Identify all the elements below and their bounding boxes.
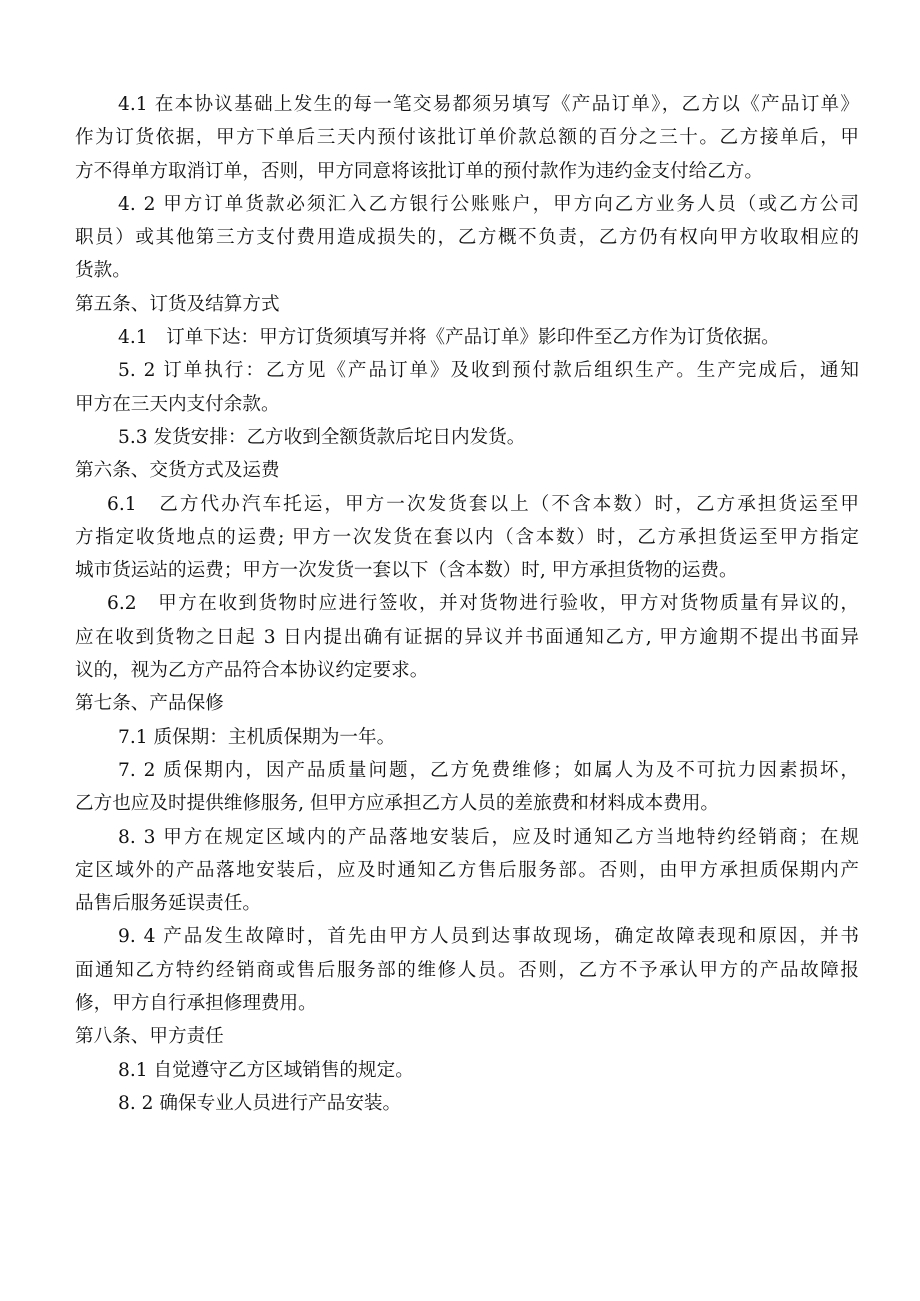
clause-paragraph (75, 188, 859, 288)
clause-paragraph (75, 587, 859, 687)
paragraph-line: 乙方也应及时提供维修服务, 但甲方应承担乙方人员的差旅费和材料成本费用。 (75, 793, 720, 815)
paragraph-line: 4.1 订单下达：甲方订货须填写并将《产品订单》影印件至乙方作为订货依据。 (118, 327, 780, 349)
clause-paragraph (75, 321, 859, 354)
clause-paragraph (75, 88, 859, 188)
paragraph-line: 7. 2 质保期内，因产品质量问题，乙方免费维修；如属人为及不可抗力因素损坏， (118, 759, 859, 781)
paragraph-line: 面通知乙方特约经销商或售后服务部的维修人员。否则，乙方不予承认甲方的产品故障报 (75, 959, 859, 981)
paragraph-line: 6.1 乙方代办汽车托运，甲方一次发货套以上（不含本数）时，乙方承担货运至甲 (107, 493, 859, 515)
document-body (75, 88, 859, 1120)
paragraph-line: 8. 2 确保专业人员进行产品安装。 (118, 1092, 402, 1114)
section-heading: 第七条、产品保修 (75, 693, 224, 715)
paragraph-line: 方不得单方取消订单，否则，甲方同意将该批订单的预付款作为违约金支付给乙方。 (75, 160, 763, 182)
section-heading: 第六条、交货方式及运费 (75, 460, 280, 482)
paragraph-line: 4. 2 甲方订单货款必须汇入乙方银行公账账户，甲方向乙方业务人员（或乙方公司 (118, 193, 859, 215)
clause-paragraph (75, 1054, 859, 1087)
clause-paragraph (75, 821, 859, 921)
section-heading: 第五条、订货及结算方式 (75, 293, 280, 315)
clause-paragraph (75, 754, 859, 821)
paragraph-line: 5.3 发货安排：乙方收到全额货款后坨日内发货。 (118, 426, 526, 448)
paragraph-line: 修，甲方自行承担修理费用。 (75, 993, 317, 1015)
clause-paragraph (75, 1087, 859, 1120)
section-heading: 第八条、甲方责任 (75, 1026, 224, 1048)
paragraph-line: 作为订货依据，甲方下单后三天内预付该批订单价款总额的百分之三十。乙方接单后，甲 (75, 127, 859, 149)
clause-paragraph (75, 421, 859, 454)
paragraph-line: 城市货运站的运费；甲方一次发货一套以下（含本数）时, 甲方承担货物的运费。 (75, 560, 738, 582)
paragraph-line: 4.1 在本协议基础上发生的每一笔交易都须另填写《产品订单》，乙方以《产品订单》 (118, 94, 859, 115)
clause-paragraph (75, 488, 859, 588)
paragraph-line: 议的，视为乙方产品符合本协议约定要求。 (75, 660, 429, 682)
paragraph-line: 职员）或其他第三方支付费用造成损失的，乙方概不负责，乙方仍有权向甲方收取相应的 (75, 227, 859, 249)
paragraph-line: 甲方在三天内支付余款。 (75, 393, 280, 415)
paragraph-line: 应在收到货物之日起 3 日内提出确有证据的异议并书面通知乙方, 甲方逾期不提出书面异 (75, 626, 859, 648)
paragraph-line: 方指定收货地点的运费; 甲方一次发货在套以内（含本数）时，乙方承担货运至甲方指定 (75, 526, 859, 548)
paragraph-line: 品售后服务延误责任。 (75, 893, 261, 915)
paragraph-line: 8. 3 甲方在规定区域内的产品落地安装后，应及时通知乙方当地特约经销商；在规 (118, 826, 859, 848)
paragraph-line: 定区域外的产品落地安装后，应及时通知乙方售后服务部。否则，由甲方承担质保期内产 (75, 859, 859, 881)
paragraph-line: 货款。 (75, 260, 131, 282)
clause-paragraph (75, 354, 859, 421)
paragraph-line: 9. 4 产品发生故障时，首先由甲方人员到达事故现场，确定故障表现和原因，并书 (118, 926, 859, 948)
paragraph-line: 5. 2 订单执行：乙方见《产品订单》及收到预付款后组织生产。生产完成后，通知 (118, 360, 859, 382)
clause-paragraph (75, 920, 859, 1020)
paragraph-line: 7.1 质保期：主机质保期为一年。 (118, 726, 396, 748)
clause-paragraph (75, 721, 859, 754)
paragraph-line: 6.2 甲方在收到货物时应进行签收，并对货物进行验收，甲方对货物质量有异议的， (107, 593, 859, 615)
paragraph-line: 8.1 自觉遵守乙方区域销售的规定。 (118, 1059, 414, 1081)
